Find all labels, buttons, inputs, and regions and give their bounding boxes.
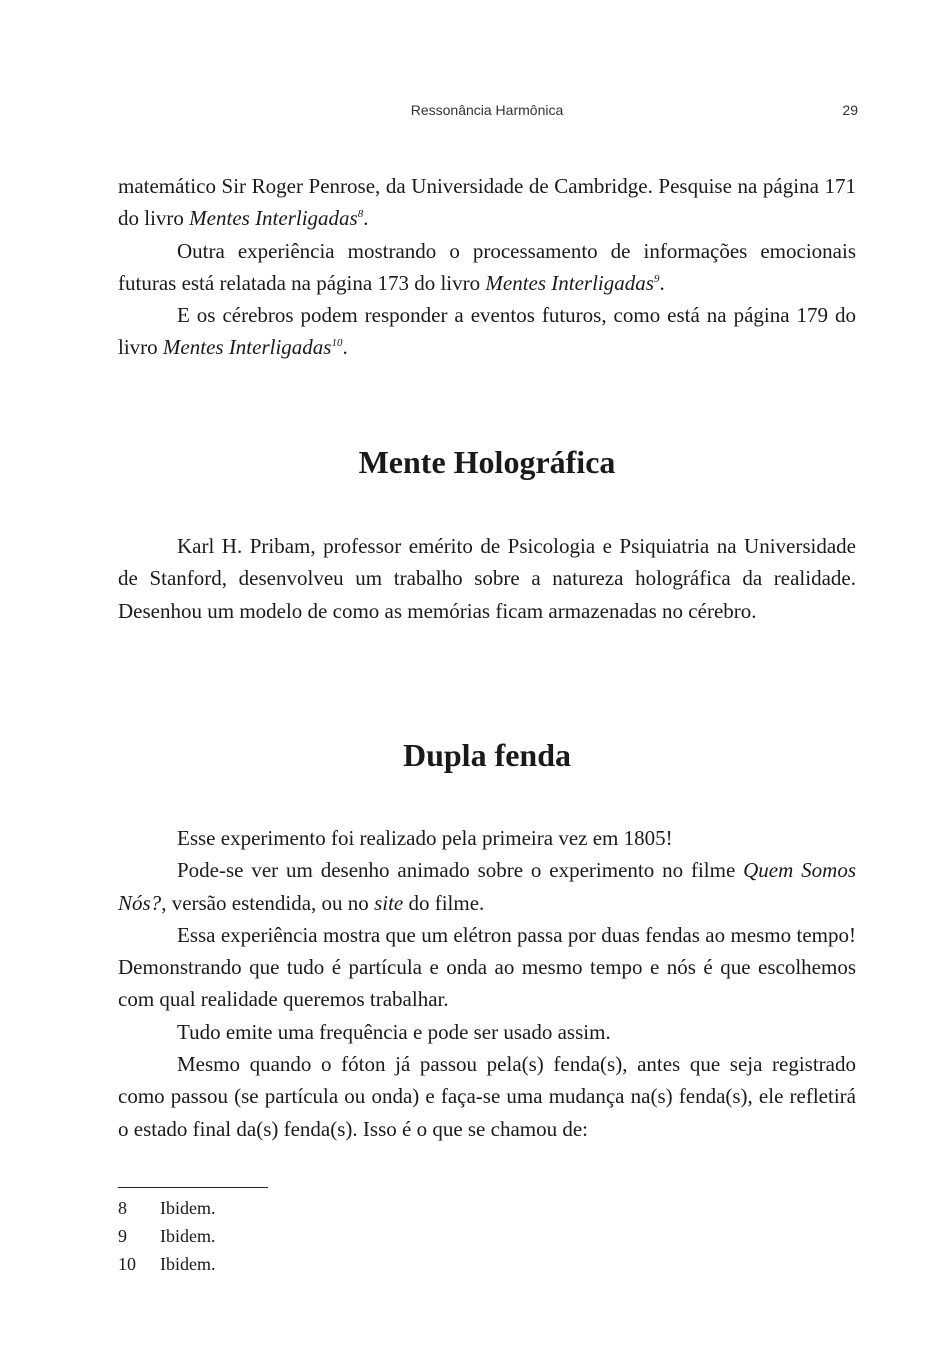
paragraph: Essa experiência mostra que um elétron passa por duas fendas ao mesmo tempo! Demonstrando que tudo é partícula e onda ao mesmo tempo e nós é que escolhemos com qual realidade queremos trabalhar. — [118, 922, 856, 1012]
paragraph — [118, 170, 856, 235]
book-title: Mentes Interligadas — [189, 206, 358, 231]
footnote-divider — [118, 1187, 268, 1188]
paragraph: Tudo emite uma frequência e pode ser usado assim. — [177, 1019, 611, 1044]
paragraph-text: matemático Sir Roger Penrose, da Universidade de Cambridge. Pesquise na página 171 do livro — [118, 174, 856, 231]
paragraph-text: E os cérebros podem responder a eventos futuros, como está na página 179 do livro — [118, 303, 856, 360]
running-title: Ressonância Harmônica — [410, 102, 564, 118]
film-title: Quem Somos Nós? — [118, 858, 856, 915]
footnote — [118, 1194, 216, 1222]
book-page — [118, 0, 856, 1358]
paragraph-text: , versão estendida, ou no — [161, 890, 375, 915]
footnote-ref: 10 — [331, 337, 343, 350]
paragraph: Esse experimento foi realizado pela primeira vez em 1805! — [177, 826, 673, 850]
paragraph — [118, 235, 856, 300]
footnote-ref: 9 — [653, 272, 660, 285]
paragraph-end: . — [659, 270, 665, 295]
paragraph: Mesmo quando o fóton já passou pela(s) fenda(s), antes que seja registrado como passou (se partícula ou onda) e faça-se uma mudança na(s) fenda(s), ele refletirá o estado final da(s) fenda(s). Isso é o que se chamou de: — [118, 1052, 856, 1141]
footnote-text: Ibidem. — [160, 1226, 216, 1246]
book-title: Mentes Interligadas — [485, 270, 654, 295]
section-heading-dupla-fenda: Dupla fenda — [402, 737, 572, 773]
paragraph — [118, 854, 856, 919]
section-dupla-fenda-text — [118, 822, 856, 1145]
paragraph-end: do filme. — [403, 890, 485, 915]
footnote-number: 10 — [118, 1254, 136, 1274]
footnotes — [118, 1194, 216, 1278]
emphasis-word: site — [374, 890, 404, 915]
paragraph-text: Outra experiência mostrando o processamento de informações emocionais futuras está relatada na página 173 do livro — [118, 238, 856, 295]
book-title: Mentes Interligadas — [162, 335, 332, 360]
paragraph-text: Pode-se ver um desenho animado sobre o experimento no filme — [177, 858, 744, 883]
section-heading-mente-holografica: Mente Holográfica — [358, 444, 616, 480]
footnote — [118, 1250, 216, 1278]
footnote-text: Ibidem. — [160, 1198, 216, 1218]
paragraph: Karl H. Pribam, professor emérito de Psicologia e Psiquiatria na Universidade de Stanford, desenvolveu um trabalho sobre a natureza holográfica da realidade. Desenhou um modelo de como as memórias ficam armazenadas no cérebro. — [118, 534, 856, 623]
page-number: 29 — [842, 102, 858, 118]
intro-text — [118, 170, 856, 364]
paragraph-end: . — [363, 206, 369, 231]
paragraph — [118, 299, 856, 364]
footnote-number: 9 — [118, 1226, 127, 1246]
footnote — [118, 1222, 216, 1250]
paragraph-end: . — [342, 335, 348, 360]
footnote-number: 8 — [118, 1198, 127, 1218]
footnote-text: Ibidem. — [160, 1254, 216, 1274]
section-mente-holografica-text — [118, 530, 856, 627]
footnote-ref: 8 — [357, 208, 364, 221]
